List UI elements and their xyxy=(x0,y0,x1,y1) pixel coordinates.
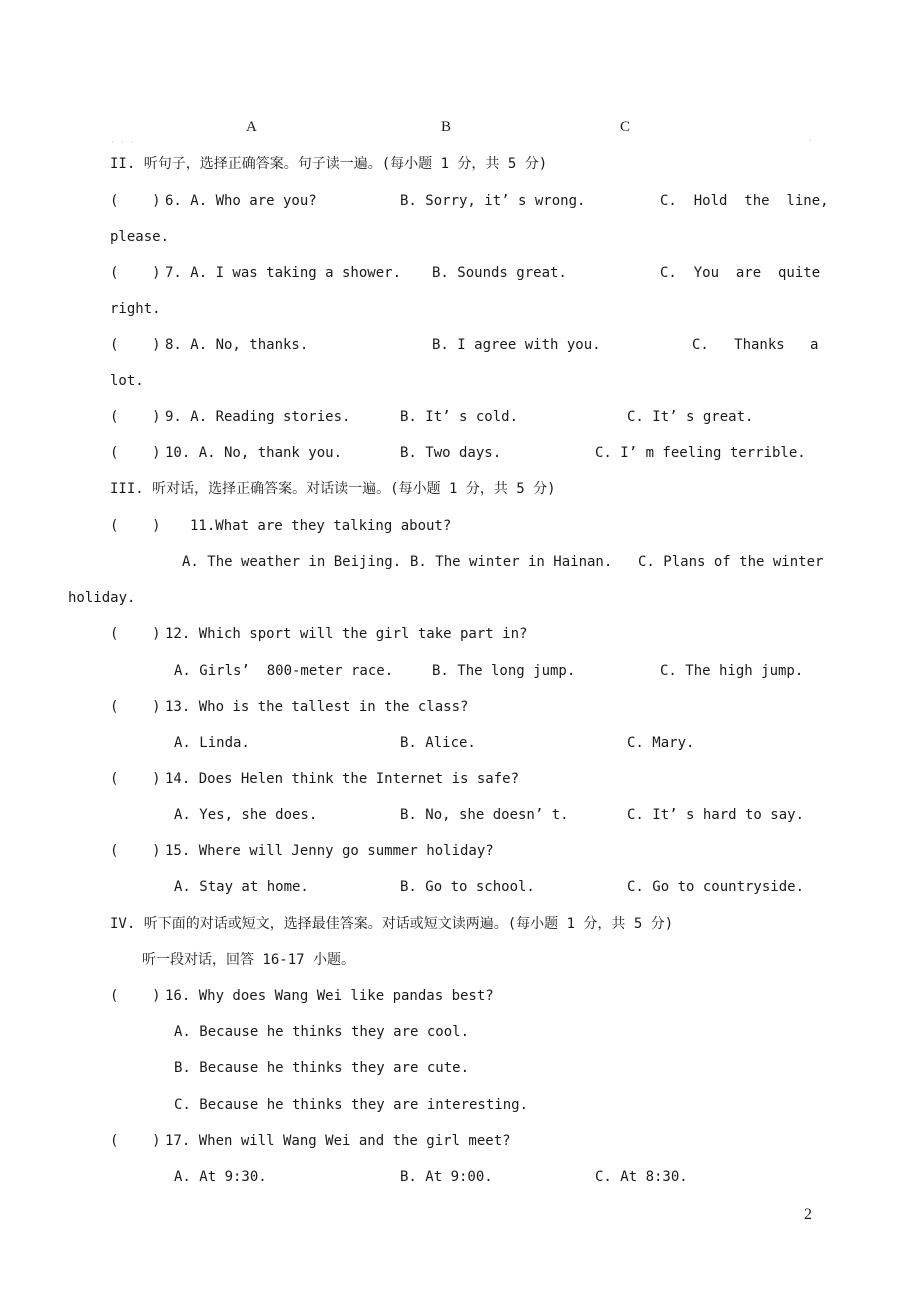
option-b: B. Alice. xyxy=(400,735,476,751)
answer-blank[interactable]: ( ) xyxy=(110,193,161,209)
option-a: A. At 9:30. xyxy=(174,1169,267,1185)
option-a: A. Yes, she does. xyxy=(174,807,318,823)
option-c: C. The high jump. xyxy=(660,663,804,679)
option-continuation: lot. xyxy=(110,373,144,389)
section-heading: II. 听句子，选择正确答案。句子读一遍。(每小题 1 分，共 5 分) xyxy=(110,156,548,172)
option-b: B. I agree with you. xyxy=(432,337,601,353)
option-continuation: right. xyxy=(110,301,161,317)
image-label-c: C xyxy=(620,119,631,135)
option-a: A. Girls’ 800-meter race. xyxy=(174,663,394,679)
option-b: B. The winter in Hainan. xyxy=(410,554,613,570)
answer-blank[interactable]: ( ) xyxy=(110,843,161,859)
option-c: C. Plans of the winter xyxy=(638,554,824,570)
option-c: C. It’ s hard to say. xyxy=(627,807,805,823)
option-b: B. It’ s cold. xyxy=(400,409,519,425)
answer-blank[interactable]: ( ) xyxy=(110,1133,161,1149)
section-heading: III. 听对话，选择正确答案。对话读一遍。(每小题 1 分，共 5 分) xyxy=(110,481,556,497)
option-continuation: holiday. xyxy=(68,590,136,606)
option-b: B. Two days. xyxy=(400,445,502,461)
answer-blank[interactable]: ( ) xyxy=(110,445,161,461)
option-b: B. Sounds great. xyxy=(432,265,567,281)
option-b: B. Go to school. xyxy=(400,879,535,895)
question-stem: 13. Who is the tallest in the class? xyxy=(165,699,469,715)
option-c: C. At 8:30. xyxy=(595,1169,688,1185)
answer-blank[interactable]: ( ) xyxy=(110,265,161,281)
page-number: 2 xyxy=(804,1206,812,1223)
question-stem: 17. When will Wang Wei and the girl meet? xyxy=(165,1133,511,1149)
answer-blank[interactable]: ( ) xyxy=(110,699,161,715)
option-continuation: please. xyxy=(110,229,170,245)
option-c: C. Hold the line, xyxy=(660,193,829,209)
option-a: A. Linda. xyxy=(174,735,250,751)
scan-mark: . xyxy=(808,134,813,143)
answer-blank[interactable]: ( ) xyxy=(110,771,161,787)
option-a: A. The weather in Beijing. xyxy=(182,554,402,570)
question-stem: 11.What are they talking about? xyxy=(190,518,452,534)
question-stem: 16. Why does Wang Wei like pandas best? xyxy=(165,988,494,1004)
option-b: B. The long jump. xyxy=(432,663,576,679)
option-c: C. I’ m feeling terrible. xyxy=(595,445,806,461)
option-c: C. You are quite xyxy=(660,265,821,281)
question-stem: 12. Which sport will the girl take part in? xyxy=(165,626,528,642)
option-c: C. Thanks a xyxy=(692,337,819,353)
option-b: B. Sorry, it’ s wrong. xyxy=(400,193,586,209)
answer-blank[interactable]: ( ) xyxy=(110,626,161,642)
question-stem: 10. A. No, thank you. xyxy=(165,445,343,461)
question-stem: 7. A. I was taking a shower. xyxy=(165,265,402,281)
section-subheading: 听一段对话，回答 16-17 小题。 xyxy=(142,952,356,968)
option-b: B. At 9:00. xyxy=(400,1169,493,1185)
question-stem: 9. A. Reading stories. xyxy=(165,409,351,425)
answer-blank[interactable]: ( ) xyxy=(110,518,161,534)
option-c: C. Mary. xyxy=(627,735,695,751)
question-stem: 6. A. Who are you? xyxy=(165,193,317,209)
option-c: C. It’ s great. xyxy=(627,409,754,425)
option-c: C. Go to countryside. xyxy=(627,879,805,895)
question-stem: 8. A. No, thanks. xyxy=(165,337,309,353)
answer-blank[interactable]: ( ) xyxy=(110,988,161,1004)
question-stem: 15. Where will Jenny go summer holiday? xyxy=(165,843,494,859)
option-a: A. Stay at home. xyxy=(174,879,309,895)
option-b: B. No, she doesn’ t. xyxy=(400,807,569,823)
option-a: A. Because he thinks they are cool. xyxy=(174,1024,470,1040)
section-heading: IV. 听下面的对话或短文，选择最佳答案。对话或短文读两遍。(每小题 1 分，共 5 分) xyxy=(110,916,674,932)
image-label-a: A xyxy=(246,119,257,135)
image-label-b: B xyxy=(441,119,452,135)
answer-blank[interactable]: ( ) xyxy=(110,409,161,425)
option-c: C. Because he thinks they are interesting. xyxy=(174,1097,529,1113)
answer-blank[interactable]: ( ) xyxy=(110,337,161,353)
scan-mark: . . . xyxy=(110,136,135,145)
option-b: B. Because he thinks they are cute. xyxy=(174,1060,470,1076)
question-stem: 14. Does Helen think the Internet is safe? xyxy=(165,771,520,787)
